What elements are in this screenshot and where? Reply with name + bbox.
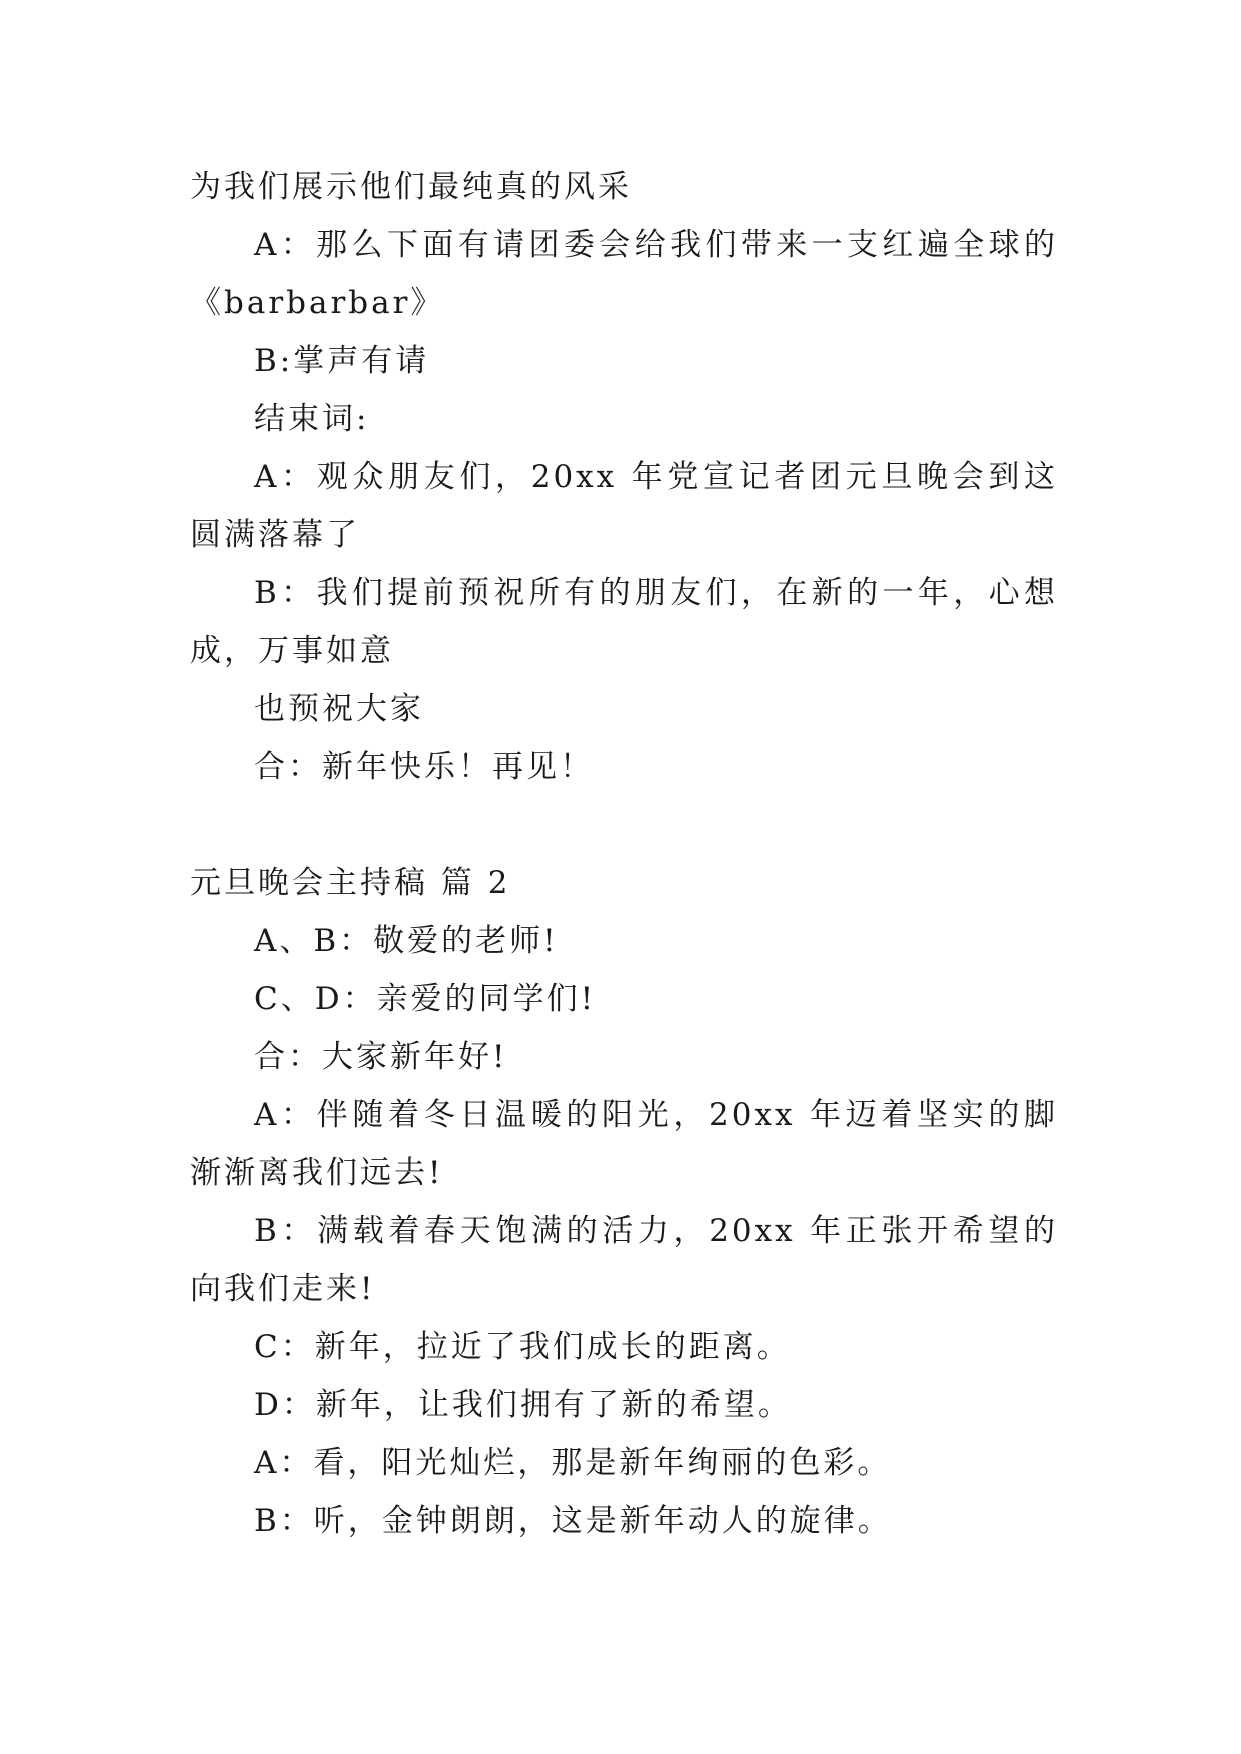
paragraph-line: A：看，阳光灿烂，那是新年绚丽的色彩。 (254, 1445, 892, 1481)
paragraph-line: 向我们走来! (190, 1271, 376, 1307)
paragraph-line: 合：大家新年好! (254, 1039, 508, 1075)
paragraph-line: 为我们展示他们最纯真的风采 (190, 169, 632, 205)
paragraph-line: C、D：亲爱的同学们! (254, 981, 597, 1017)
paragraph-line: A：那么下面有请团委会给我们带来一支红遍全球的 (254, 227, 1058, 263)
paragraph-line: A、B：敬爱的老师! (254, 923, 559, 959)
paragraph-line: 成，万事如意 (190, 633, 394, 669)
paragraph-line: 圆满落幕了 (190, 517, 360, 553)
paragraph-line: 《barbarbar》 (190, 285, 445, 321)
paragraph-line: B：满载着春天饱满的活力，20xx 年正张开希望的 (254, 1213, 1058, 1249)
document-page (190, 158, 1058, 1550)
section-heading: 元旦晚会主持稿 篇 2 (190, 865, 511, 901)
paragraph-line: 合：新年快乐！再见！ (254, 749, 594, 785)
paragraph-line: A：伴随着冬日温暖的阳光，20xx 年迈着坚实的脚 (254, 1097, 1058, 1133)
paragraph-line: B：听，金钟朗朗，这是新年动人的旋律。 (254, 1503, 892, 1539)
paragraph-line: 结束词: (254, 401, 370, 437)
paragraph-line: 也预祝大家 (254, 691, 424, 727)
paragraph-line: D：新年，让我们拥有了新的希望。 (254, 1387, 792, 1423)
paragraph-line: 渐渐离我们远去! (190, 1155, 444, 1191)
section-gap (190, 796, 1058, 854)
paragraph-line: C：新年，拉近了我们成长的距离。 (254, 1329, 791, 1365)
paragraph-line: B：我们提前预祝所有的朋友们，在新的一年，心想 (254, 575, 1058, 611)
paragraph-line: B:掌声有请 (254, 343, 430, 379)
paragraph-line: A：观众朋友们，20xx 年党宣记者团元旦晚会到这 (254, 459, 1058, 495)
